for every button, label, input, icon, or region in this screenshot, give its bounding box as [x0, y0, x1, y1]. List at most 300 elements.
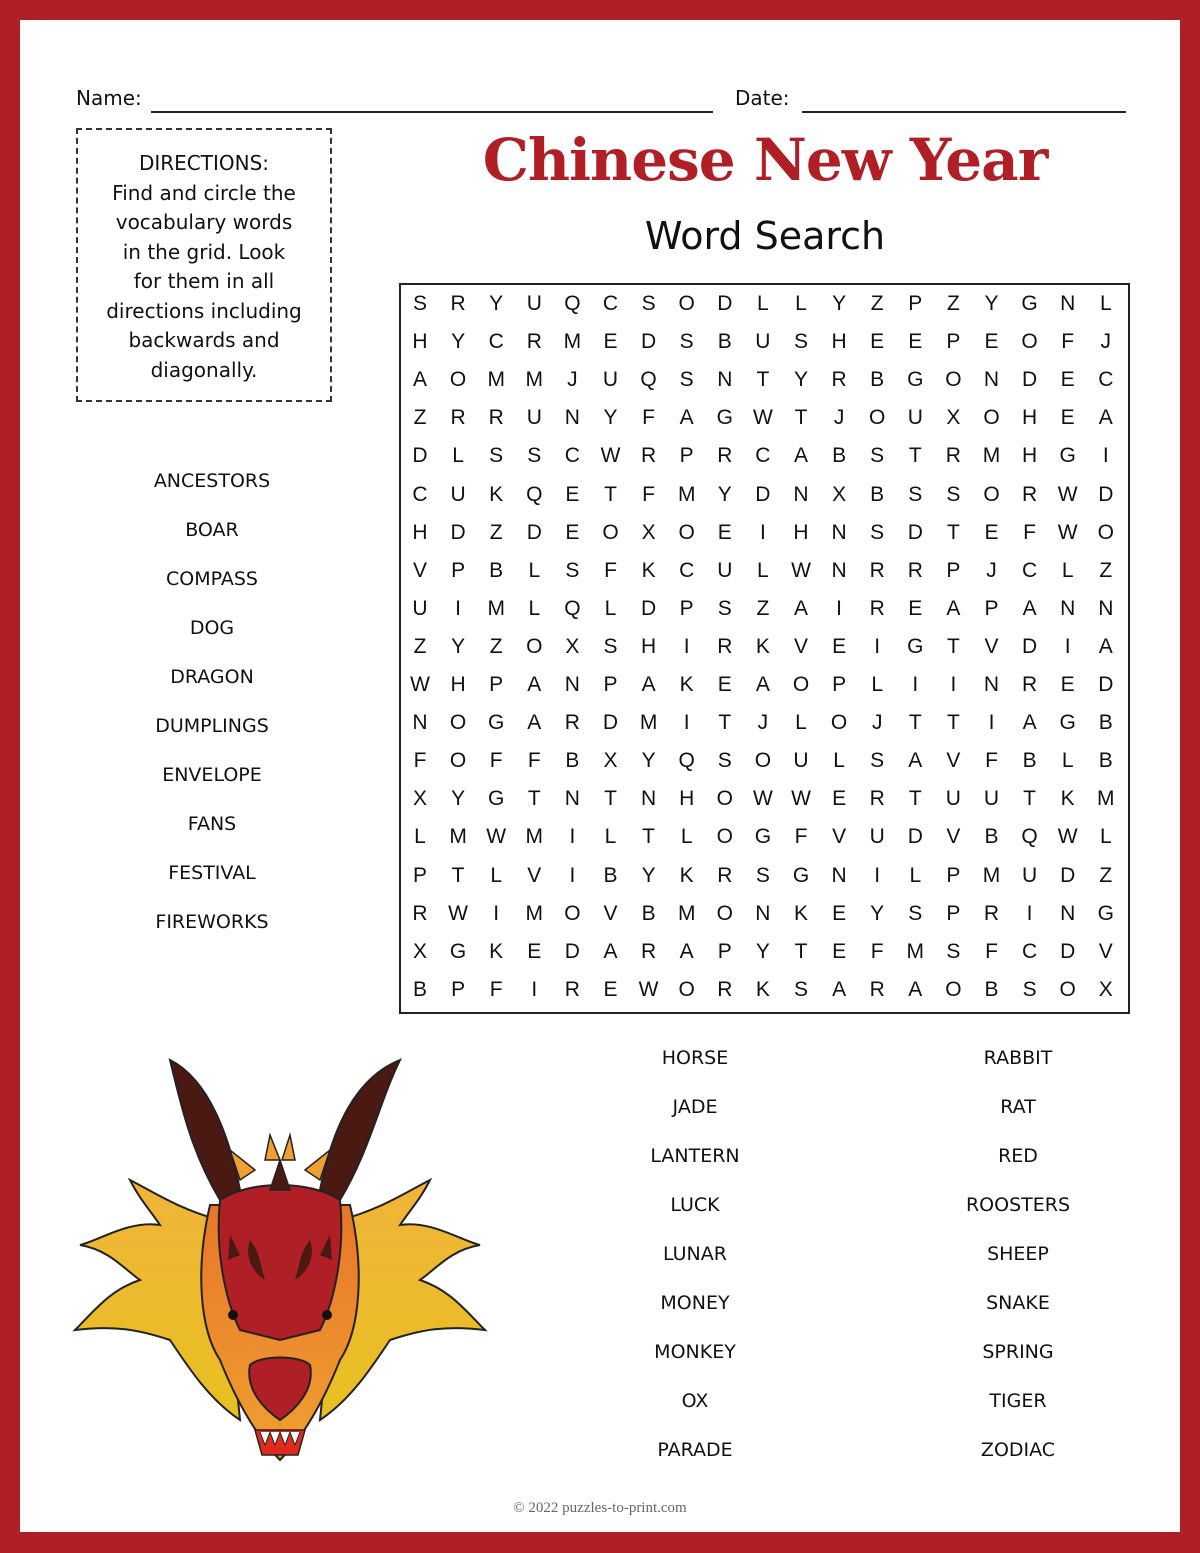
grid-cell[interactable]: R: [1022, 673, 1038, 696]
grid-cell[interactable]: S: [908, 482, 923, 506]
grid-cell[interactable]: X: [1098, 977, 1113, 1001]
grid-cell[interactable]: G: [754, 825, 772, 849]
grid-cell[interactable]: F: [489, 749, 503, 773]
grid-cell[interactable]: K: [755, 977, 770, 1001]
grid-cell[interactable]: J: [833, 406, 845, 430]
grid-cell[interactable]: L: [795, 711, 807, 735]
grid-cell[interactable]: O: [830, 711, 848, 735]
grid-cell[interactable]: N: [564, 787, 580, 811]
grid-cell[interactable]: S: [793, 330, 808, 354]
grid-cell[interactable]: D: [1098, 482, 1114, 506]
grid-cell[interactable]: R: [869, 787, 885, 811]
grid-cell[interactable]: P: [679, 444, 694, 468]
grid-cell[interactable]: M: [525, 901, 544, 925]
grid-cell[interactable]: S: [870, 444, 885, 468]
grid-cell[interactable]: W: [486, 825, 507, 849]
grid-cell[interactable]: P: [946, 901, 961, 925]
grid-cell[interactable]: Y: [451, 634, 466, 658]
grid-cell[interactable]: X: [832, 482, 847, 506]
grid-cell[interactable]: U: [526, 406, 542, 430]
grid-cell[interactable]: D: [564, 939, 580, 963]
grid-cell[interactable]: P: [489, 673, 504, 696]
grid-cell[interactable]: R: [526, 330, 542, 354]
grid-cell[interactable]: L: [1099, 292, 1112, 315]
grid-cell[interactable]: T: [756, 368, 770, 392]
grid-cell[interactable]: N: [983, 368, 1000, 392]
grid-cell[interactable]: A: [946, 596, 961, 620]
grid-cell[interactable]: B: [412, 977, 427, 1001]
grid-cell[interactable]: F: [1061, 330, 1075, 354]
grid-cell[interactable]: V: [527, 863, 542, 887]
grid-cell[interactable]: E: [984, 330, 999, 354]
grid-cell[interactable]: B: [717, 330, 732, 354]
grid-cell[interactable]: O: [983, 482, 1000, 506]
grid-cell[interactable]: R: [717, 863, 733, 887]
grid-cell[interactable]: G: [792, 863, 810, 887]
grid-cell[interactable]: J: [567, 368, 578, 392]
grid-cell[interactable]: K: [679, 863, 694, 887]
grid-cell[interactable]: W: [752, 787, 773, 811]
grid-cell[interactable]: R: [831, 368, 847, 392]
grid-cell[interactable]: G: [907, 634, 924, 658]
grid-cell[interactable]: G: [1021, 292, 1038, 315]
grid-cell[interactable]: K: [755, 634, 770, 658]
grid-cell[interactable]: U: [793, 749, 809, 773]
grid-cell[interactable]: S: [755, 863, 770, 887]
grid-cell[interactable]: M: [525, 368, 544, 392]
grid-cell[interactable]: P: [946, 558, 961, 582]
grid-cell[interactable]: R: [641, 939, 657, 963]
grid-cell[interactable]: T: [527, 787, 541, 811]
grid-cell[interactable]: W: [1057, 825, 1078, 849]
grid-cell[interactable]: U: [412, 596, 428, 620]
grid-cell[interactable]: A: [1022, 711, 1037, 735]
grid-cell[interactable]: E: [717, 673, 732, 696]
grid-cell[interactable]: C: [564, 444, 580, 468]
grid-cell[interactable]: H: [1022, 406, 1038, 430]
grid-cell[interactable]: O: [716, 787, 733, 811]
grid-cell[interactable]: F: [413, 749, 427, 773]
grid-cell[interactable]: E: [603, 977, 618, 1001]
grid-cell[interactable]: Y: [451, 330, 466, 354]
grid-cell[interactable]: O: [792, 673, 810, 696]
grid-cell[interactable]: M: [487, 368, 505, 392]
grid-cell[interactable]: A: [755, 673, 770, 696]
grid-cell[interactable]: A: [679, 939, 694, 963]
grid-cell[interactable]: S: [793, 977, 808, 1001]
grid-cell[interactable]: G: [907, 368, 924, 392]
grid-cell[interactable]: N: [1098, 596, 1114, 620]
grid-cell[interactable]: S: [946, 939, 961, 963]
grid-cell[interactable]: M: [487, 596, 505, 620]
grid-cell[interactable]: W: [752, 406, 773, 430]
grid-cell[interactable]: N: [755, 901, 771, 925]
grid-cell[interactable]: D: [1060, 863, 1076, 887]
grid-cell[interactable]: D: [641, 596, 657, 620]
grid-cell[interactable]: S: [679, 368, 694, 392]
grid-cell[interactable]: D: [907, 825, 923, 849]
grid-cell[interactable]: N: [1060, 596, 1076, 620]
grid-cell[interactable]: H: [450, 673, 466, 696]
grid-cell[interactable]: E: [870, 330, 885, 354]
grid-cell[interactable]: R: [450, 406, 466, 430]
grid-cell[interactable]: O: [1021, 330, 1038, 354]
grid-cell[interactable]: W: [448, 901, 468, 925]
grid-cell[interactable]: Q: [526, 482, 543, 506]
grid-cell[interactable]: I: [493, 901, 500, 925]
grid-cell[interactable]: I: [455, 596, 462, 620]
grid-cell[interactable]: Q: [678, 749, 695, 773]
grid-cell[interactable]: S: [489, 444, 504, 468]
grid-cell[interactable]: O: [983, 406, 1000, 430]
grid-cell[interactable]: O: [564, 901, 581, 925]
grid-cell[interactable]: T: [794, 406, 808, 430]
grid-cell[interactable]: X: [946, 406, 961, 430]
grid-cell[interactable]: R: [717, 977, 733, 1001]
grid-cell[interactable]: C: [602, 292, 619, 315]
grid-cell[interactable]: F: [642, 482, 655, 506]
grid-cell[interactable]: B: [641, 901, 656, 925]
grid-cell[interactable]: A: [679, 406, 694, 430]
grid-cell[interactable]: V: [1098, 939, 1113, 963]
grid-cell[interactable]: P: [603, 673, 618, 696]
grid-cell[interactable]: W: [791, 558, 811, 582]
grid-cell[interactable]: C: [755, 444, 771, 468]
grid-cell[interactable]: P: [412, 863, 427, 887]
grid-cell[interactable]: R: [412, 901, 428, 925]
word-search-grid[interactable]: [399, 283, 1130, 1014]
grid-cell[interactable]: S: [946, 482, 961, 506]
grid-cell[interactable]: Y: [793, 368, 808, 392]
grid-cell[interactable]: L: [604, 825, 617, 849]
grid-cell[interactable]: P: [946, 330, 961, 354]
grid-cell[interactable]: A: [527, 711, 542, 735]
grid-cell[interactable]: X: [603, 749, 618, 773]
grid-cell[interactable]: H: [1022, 444, 1038, 468]
grid-cell[interactable]: B: [984, 825, 999, 849]
grid-cell[interactable]: B: [1098, 711, 1113, 735]
grid-cell[interactable]: A: [908, 749, 923, 773]
grid-cell[interactable]: L: [833, 749, 845, 773]
grid-cell[interactable]: O: [678, 292, 695, 315]
grid-cell[interactable]: D: [602, 711, 619, 735]
grid-cell[interactable]: L: [414, 825, 426, 849]
grid-cell[interactable]: H: [641, 634, 657, 658]
grid-cell[interactable]: E: [832, 901, 847, 925]
grid-cell[interactable]: O: [449, 368, 467, 392]
grid-cell[interactable]: K: [489, 482, 504, 506]
grid-cell[interactable]: R: [869, 977, 885, 1001]
grid-cell[interactable]: I: [988, 711, 995, 735]
grid-cell[interactable]: W: [638, 977, 659, 1001]
grid-cell[interactable]: P: [451, 977, 466, 1001]
grid-cell[interactable]: Y: [603, 406, 618, 430]
grid-cell[interactable]: U: [1022, 863, 1038, 887]
grid-cell[interactable]: P: [679, 596, 694, 620]
grid-cell[interactable]: K: [489, 939, 504, 963]
grid-cell[interactable]: U: [945, 787, 961, 811]
grid-cell[interactable]: R: [564, 711, 580, 735]
grid-cell[interactable]: U: [526, 292, 542, 315]
grid-cell[interactable]: O: [945, 977, 962, 1001]
grid-cell[interactable]: Y: [870, 901, 885, 925]
grid-cell[interactable]: T: [1023, 787, 1036, 811]
grid-cell[interactable]: H: [412, 520, 428, 544]
grid-cell[interactable]: Z: [946, 292, 960, 315]
grid-cell[interactable]: D: [717, 292, 733, 315]
grid-cell[interactable]: J: [986, 558, 997, 582]
grid-cell[interactable]: L: [1099, 825, 1112, 849]
grid-cell[interactable]: G: [1059, 711, 1076, 735]
grid-cell[interactable]: O: [1097, 520, 1114, 544]
grid-cell[interactable]: E: [603, 330, 618, 354]
grid-cell[interactable]: F: [489, 977, 503, 1001]
grid-cell[interactable]: U: [755, 330, 771, 354]
grid-cell[interactable]: X: [565, 634, 580, 658]
grid-cell[interactable]: L: [871, 673, 884, 696]
grid-cell[interactable]: B: [870, 368, 885, 392]
grid-cell[interactable]: C: [488, 330, 504, 354]
grid-cell[interactable]: N: [831, 520, 847, 544]
grid-cell[interactable]: B: [565, 749, 580, 773]
grid-cell[interactable]: N: [983, 673, 1000, 696]
grid-cell[interactable]: I: [759, 520, 766, 544]
grid-cell[interactable]: S: [603, 634, 618, 658]
grid-cell[interactable]: T: [908, 711, 922, 735]
grid-cell[interactable]: D: [1060, 939, 1076, 963]
grid-cell[interactable]: L: [909, 863, 922, 887]
grid-cell[interactable]: W: [1057, 482, 1078, 506]
grid-cell[interactable]: K: [641, 558, 656, 582]
grid-cell[interactable]: O: [1059, 977, 1076, 1001]
grid-cell[interactable]: A: [793, 596, 808, 620]
grid-cell[interactable]: U: [717, 558, 733, 582]
grid-cell[interactable]: P: [984, 596, 999, 620]
grid-cell[interactable]: P: [451, 558, 466, 582]
grid-cell[interactable]: D: [450, 520, 466, 544]
grid-cell[interactable]: F: [1023, 520, 1036, 544]
grid-cell[interactable]: I: [950, 673, 957, 696]
grid-cell[interactable]: P: [832, 673, 847, 696]
grid-cell[interactable]: Z: [413, 406, 427, 430]
grid-cell[interactable]: L: [528, 596, 541, 620]
grid-cell[interactable]: E: [717, 520, 732, 544]
grid-cell[interactable]: Q: [564, 292, 581, 315]
grid-cell[interactable]: F: [985, 939, 998, 963]
grid-cell[interactable]: O: [945, 368, 962, 392]
grid-cell[interactable]: C: [1098, 368, 1114, 392]
grid-cell[interactable]: F: [604, 558, 617, 582]
grid-cell[interactable]: O: [716, 901, 733, 925]
grid-cell[interactable]: B: [489, 558, 504, 582]
grid-cell[interactable]: E: [984, 520, 999, 544]
grid-cell[interactable]: C: [679, 558, 695, 582]
grid-cell[interactable]: S: [412, 292, 427, 315]
grid-cell[interactable]: M: [677, 482, 696, 506]
grid-cell[interactable]: M: [982, 863, 1001, 887]
grid-cell[interactable]: J: [757, 711, 769, 735]
grid-cell[interactable]: M: [1097, 787, 1115, 811]
grid-cell[interactable]: O: [754, 749, 772, 773]
grid-cell[interactable]: Z: [870, 292, 884, 315]
grid-cell[interactable]: E: [527, 939, 542, 963]
date-field[interactable]: [802, 111, 1126, 113]
grid-cell[interactable]: O: [602, 520, 619, 544]
grid-cell[interactable]: G: [449, 939, 467, 963]
grid-cell[interactable]: V: [946, 749, 961, 773]
grid-cell[interactable]: J: [1100, 330, 1112, 354]
grid-cell[interactable]: H: [831, 330, 847, 354]
grid-cell[interactable]: V: [946, 825, 961, 849]
grid-cell[interactable]: U: [983, 787, 1000, 811]
grid-cell[interactable]: M: [525, 825, 544, 849]
grid-cell[interactable]: Z: [489, 634, 503, 658]
grid-cell[interactable]: H: [679, 787, 695, 811]
grid-cell[interactable]: N: [412, 711, 428, 735]
grid-cell[interactable]: U: [907, 406, 923, 430]
grid-cell[interactable]: R: [564, 977, 580, 1001]
grid-cell[interactable]: M: [563, 330, 582, 354]
grid-cell[interactable]: V: [832, 825, 847, 849]
grid-cell[interactable]: S: [565, 558, 580, 582]
grid-cell[interactable]: F: [870, 939, 884, 963]
grid-cell[interactable]: A: [793, 444, 808, 468]
grid-cell[interactable]: N: [793, 482, 809, 506]
grid-cell[interactable]: I: [874, 634, 881, 658]
grid-cell[interactable]: O: [869, 406, 886, 430]
grid-cell[interactable]: U: [602, 368, 619, 392]
grid-cell[interactable]: T: [946, 634, 960, 658]
grid-cell[interactable]: Z: [489, 520, 503, 544]
grid-cell[interactable]: O: [678, 520, 695, 544]
grid-cell[interactable]: Z: [1099, 558, 1113, 582]
grid-cell[interactable]: A: [527, 673, 542, 696]
grid-cell[interactable]: T: [794, 939, 808, 963]
grid-cell[interactable]: S: [870, 749, 885, 773]
grid-cell[interactable]: R: [488, 406, 504, 430]
grid-cell[interactable]: H: [412, 330, 428, 354]
grid-cell[interactable]: S: [908, 901, 923, 925]
grid-cell[interactable]: F: [527, 749, 541, 773]
grid-cell[interactable]: E: [832, 634, 847, 658]
grid-cell[interactable]: L: [452, 444, 464, 468]
grid-cell[interactable]: D: [1098, 673, 1114, 696]
grid-cell[interactable]: P: [908, 292, 923, 315]
grid-cell[interactable]: I: [836, 596, 843, 620]
grid-cell[interactable]: I: [569, 825, 576, 849]
grid-cell[interactable]: D: [755, 482, 771, 506]
grid-cell[interactable]: S: [717, 749, 732, 773]
grid-cell[interactable]: R: [869, 596, 885, 620]
grid-cell[interactable]: L: [1061, 749, 1074, 773]
grid-cell[interactable]: P: [946, 863, 961, 887]
grid-cell[interactable]: Q: [640, 368, 657, 392]
grid-cell[interactable]: L: [528, 558, 541, 582]
grid-cell[interactable]: Z: [1099, 863, 1113, 887]
grid-cell[interactable]: W: [791, 787, 811, 811]
grid-cell[interactable]: G: [716, 406, 733, 430]
name-field[interactable]: [151, 111, 713, 113]
grid-cell[interactable]: A: [603, 939, 618, 963]
grid-cell[interactable]: X: [412, 787, 427, 811]
grid-cell[interactable]: T: [451, 863, 465, 887]
grid-cell[interactable]: E: [565, 520, 580, 544]
grid-cell[interactable]: T: [642, 825, 655, 849]
grid-cell[interactable]: M: [639, 711, 658, 735]
grid-cell[interactable]: C: [412, 482, 428, 506]
grid-cell[interactable]: P: [717, 939, 732, 963]
grid-cell[interactable]: Z: [413, 634, 427, 658]
grid-cell[interactable]: H: [793, 520, 809, 544]
grid-cell[interactable]: W: [410, 673, 430, 696]
grid-cell[interactable]: A: [641, 673, 656, 696]
grid-cell[interactable]: M: [982, 444, 1001, 468]
grid-cell[interactable]: R: [869, 558, 885, 582]
grid-cell[interactable]: A: [1022, 596, 1037, 620]
grid-cell[interactable]: T: [604, 482, 617, 506]
grid-cell[interactable]: L: [757, 558, 769, 582]
grid-cell[interactable]: S: [870, 520, 885, 544]
grid-cell[interactable]: M: [449, 825, 467, 849]
grid-cell[interactable]: Y: [641, 863, 656, 887]
grid-cell[interactable]: V: [984, 634, 999, 658]
grid-cell[interactable]: N: [831, 558, 847, 582]
grid-cell[interactable]: K: [793, 901, 808, 925]
grid-cell[interactable]: I: [912, 673, 919, 696]
grid-cell[interactable]: E: [1060, 368, 1075, 392]
grid-cell[interactable]: E: [1060, 673, 1075, 696]
grid-cell[interactable]: A: [832, 977, 847, 1001]
grid-cell[interactable]: Y: [832, 292, 847, 315]
grid-cell[interactable]: U: [869, 825, 885, 849]
grid-cell[interactable]: T: [718, 711, 732, 735]
grid-cell[interactable]: G: [488, 787, 505, 811]
grid-cell[interactable]: D: [1022, 368, 1038, 392]
grid-cell[interactable]: X: [412, 939, 427, 963]
grid-cell[interactable]: A: [412, 368, 427, 392]
grid-cell[interactable]: R: [717, 444, 733, 468]
grid-cell[interactable]: I: [1102, 444, 1109, 468]
grid-cell[interactable]: O: [449, 711, 467, 735]
grid-cell[interactable]: I: [1026, 901, 1033, 925]
grid-cell[interactable]: R: [983, 901, 1000, 925]
grid-cell[interactable]: R: [641, 444, 657, 468]
grid-cell[interactable]: L: [604, 596, 617, 620]
grid-cell[interactable]: W: [600, 444, 621, 468]
grid-cell[interactable]: J: [871, 711, 883, 735]
grid-cell[interactable]: K: [1060, 787, 1075, 811]
grid-cell[interactable]: X: [641, 520, 656, 544]
grid-cell[interactable]: N: [831, 863, 847, 887]
grid-cell[interactable]: E: [832, 939, 847, 963]
grid-cell[interactable]: I: [874, 863, 881, 887]
grid-cell[interactable]: S: [717, 596, 732, 620]
grid-cell[interactable]: A: [908, 977, 923, 1001]
grid-cell[interactable]: N: [641, 787, 657, 811]
grid-cell[interactable]: B: [870, 482, 885, 506]
grid-cell[interactable]: T: [908, 787, 922, 811]
grid-cell[interactable]: Y: [489, 292, 504, 315]
grid-cell[interactable]: B: [603, 863, 618, 887]
grid-cell[interactable]: C: [1022, 558, 1038, 582]
grid-cell[interactable]: M: [677, 901, 696, 925]
grid-cell[interactable]: I: [569, 863, 576, 887]
grid-cell[interactable]: F: [794, 825, 808, 849]
grid-cell[interactable]: Z: [756, 596, 770, 620]
grid-cell[interactable]: E: [565, 482, 580, 506]
grid-cell[interactable]: R: [1022, 482, 1038, 506]
grid-cell[interactable]: O: [716, 825, 733, 849]
